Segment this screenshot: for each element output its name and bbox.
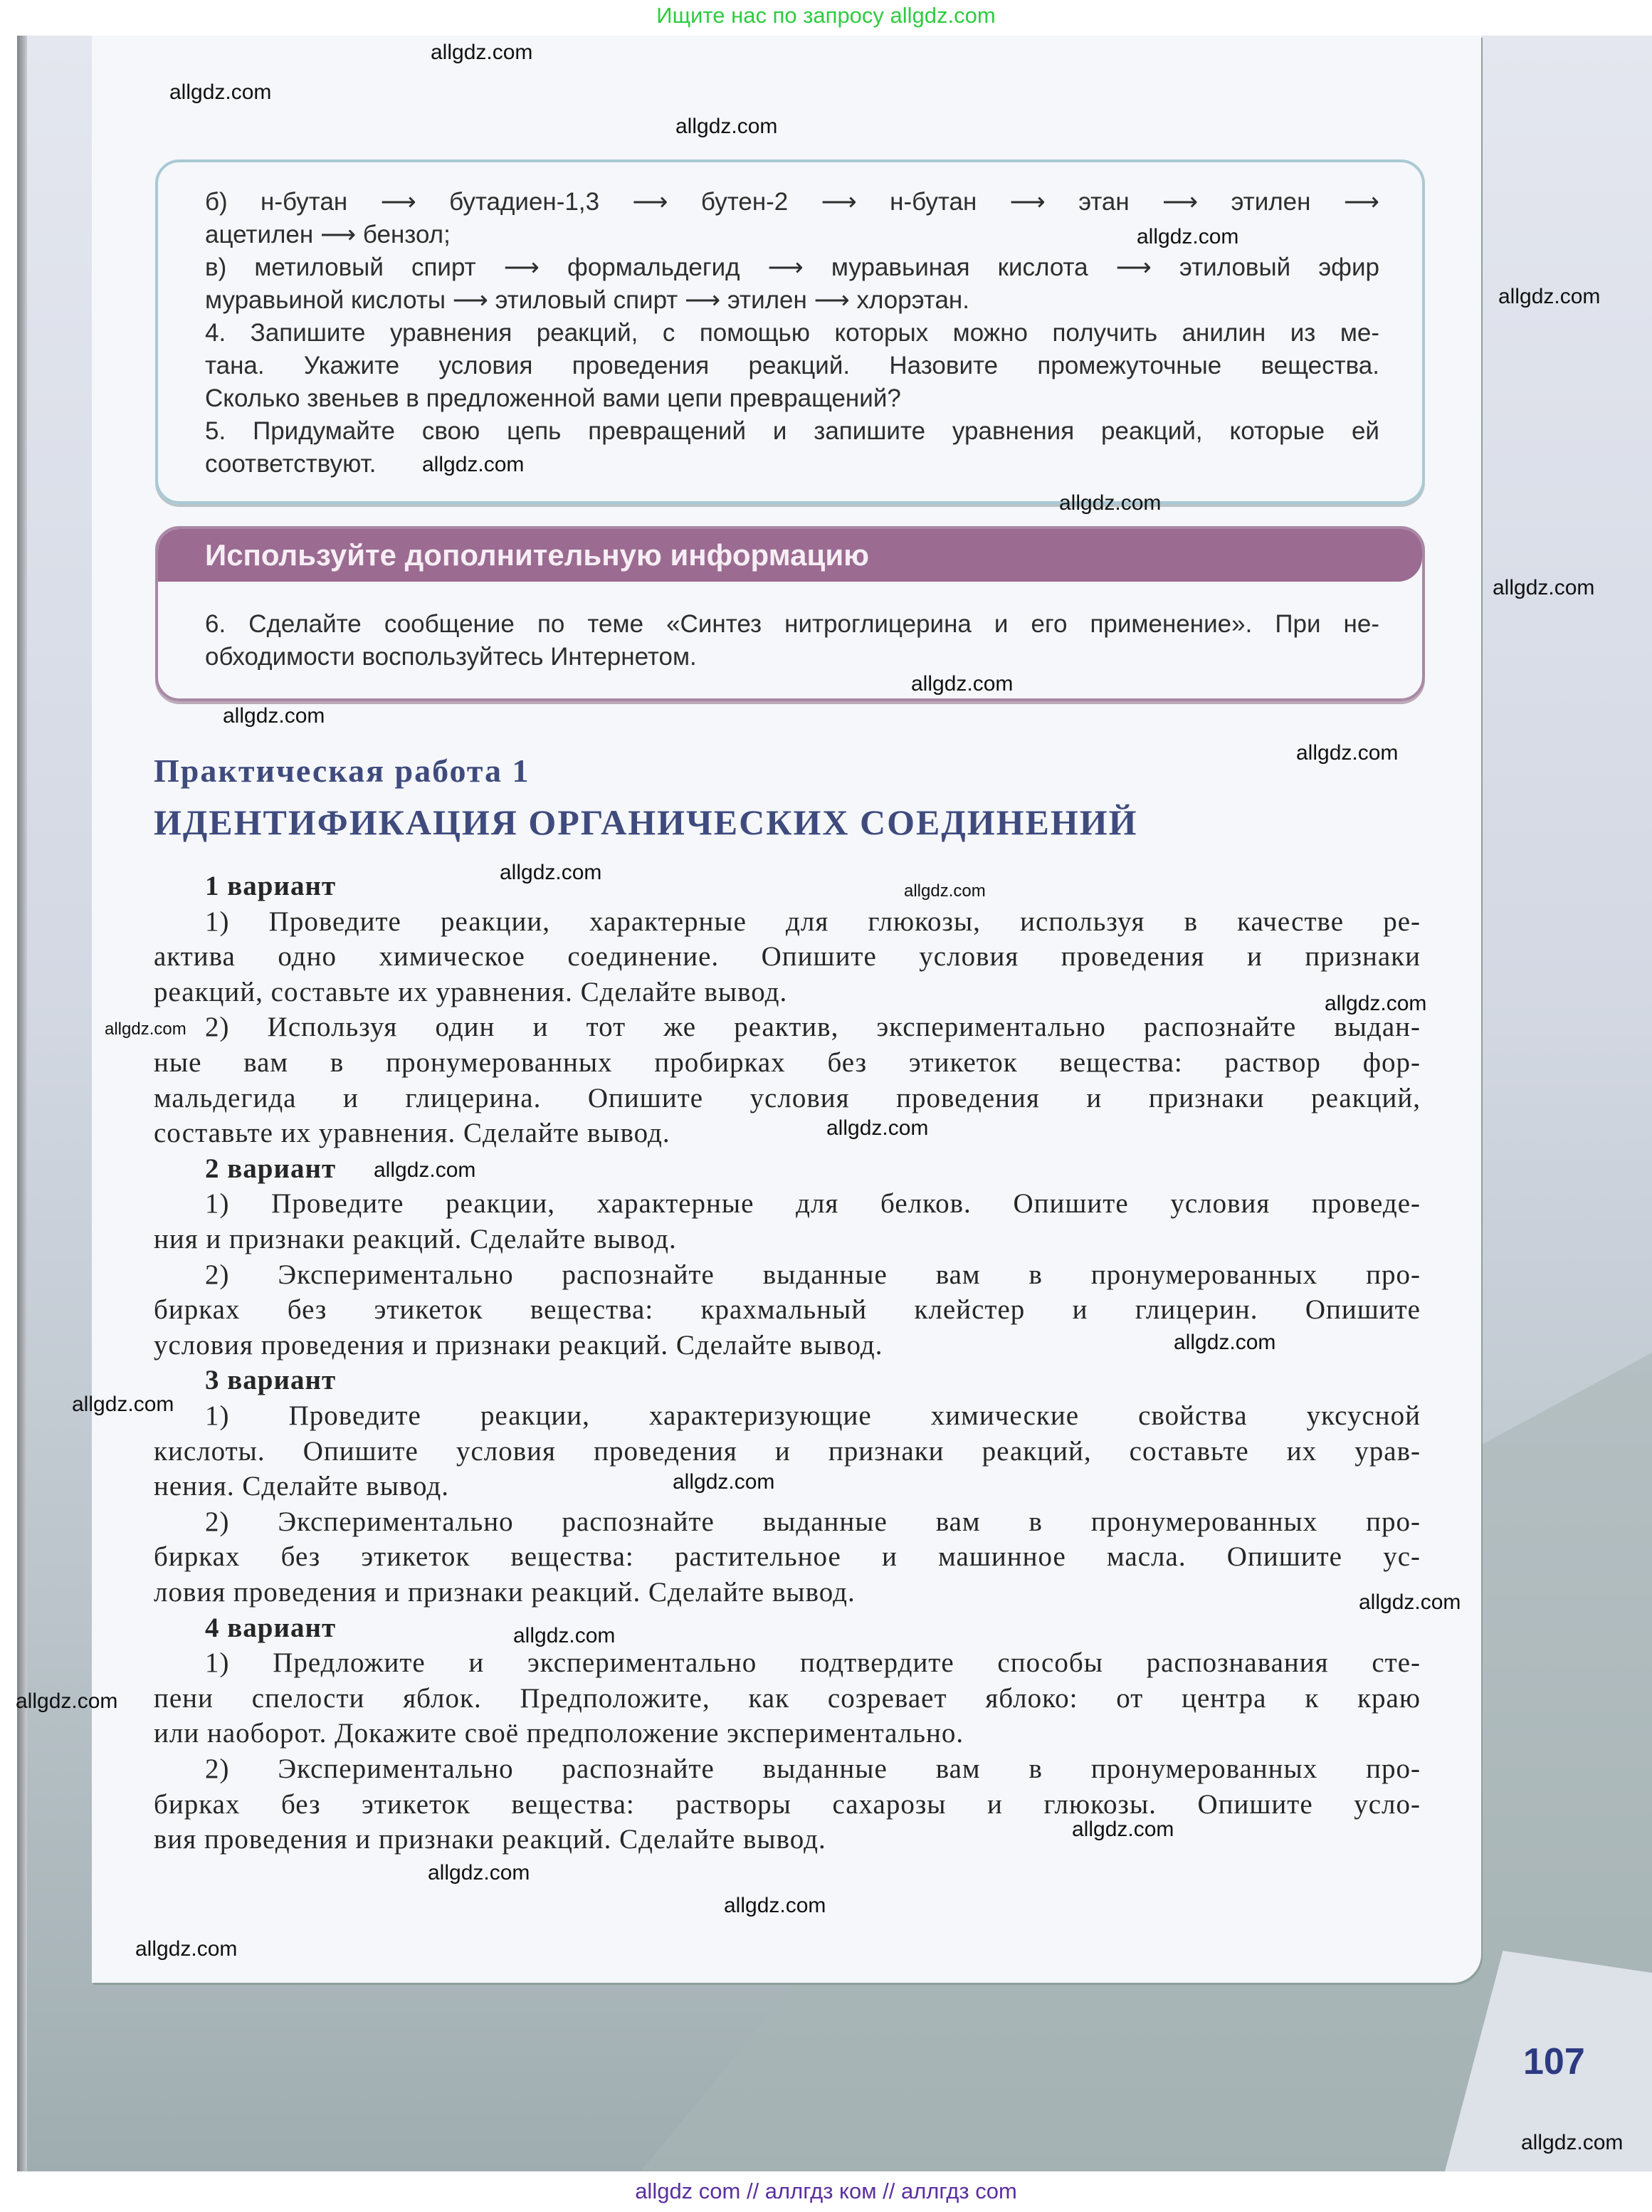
practical-line: 2) Экспериментально распознайте выданные вам в пронумерованных про- bbox=[205, 1754, 1421, 1784]
watermark: allgdz.com bbox=[911, 672, 1014, 696]
variant-heading: 2 вариант bbox=[205, 1153, 337, 1184]
extra-info-title: Используйте дополнительную информацию bbox=[158, 529, 1422, 582]
watermark: allgdz.com bbox=[513, 1624, 616, 1647]
watermark: allgdz.com bbox=[1521, 2131, 1624, 2154]
practical-line: 1) Проведите реакции, характеризующие химические свойства уксусной bbox=[205, 1400, 1421, 1431]
practical-line: актива одно химическое соединение. Опишите условия проведения и признаки bbox=[154, 941, 1421, 973]
task-line: Сколько звеньев в предложенной вами цепи превращений? bbox=[205, 384, 901, 412]
watermark: allgdz.com bbox=[1059, 491, 1162, 515]
watermark: allgdz.com bbox=[673, 1470, 775, 1494]
practical-line: или наоборот. Докажите своё предположение экспериментально. bbox=[154, 1718, 964, 1749]
practical-title: ИДЕНТИФИКАЦИЯ ОРГАНИЧЕСКИХ СОЕДИНЕНИЙ bbox=[154, 802, 1138, 842]
footer-links[interactable]: allgdz com // аллгдз ком // аллгдз com bbox=[635, 2179, 1017, 2203]
practical-line: составьте их уравнения. Сделайте вывод. bbox=[154, 1118, 670, 1149]
watermark: allgdz.com bbox=[675, 115, 778, 138]
watermark: allgdz.com bbox=[135, 1937, 238, 1961]
watermark: allgdz.com bbox=[223, 704, 325, 728]
variant-heading: 1 вариант bbox=[205, 871, 337, 901]
practical-line: ловия проведения и признаки реакций. Сделайте вывод. bbox=[154, 1577, 856, 1608]
practical-line: кислоты. Опишите условия проведения и признаки реакций, составьте их урав- bbox=[154, 1435, 1421, 1467]
watermark: allgdz.com bbox=[374, 1158, 476, 1182]
practical-line: условия проведения и признаки реакций. Сделайте вывод. bbox=[154, 1329, 883, 1361]
page-number: 107 bbox=[1523, 2041, 1585, 2082]
watermark: allgdz.com bbox=[169, 80, 272, 104]
watermark: allgdz.com bbox=[1174, 1331, 1276, 1354]
book-spine bbox=[17, 36, 27, 2171]
practical-line: пени спелости яблок. Предположите, как созревает яблоко: от центра к краю bbox=[154, 1682, 1421, 1714]
watermark: allgdz.com bbox=[1325, 992, 1427, 1015]
practical-line: мальдегида и глицерина. Опишите условия проведения и признаки реакций, bbox=[154, 1082, 1421, 1113]
watermark: allgdz.com bbox=[1493, 576, 1595, 599]
watermark: allgdz.com bbox=[724, 1894, 826, 1917]
practical-line: бирках без этикеток вещества: крахмальный клейстер и глицерин. Опишите bbox=[154, 1294, 1421, 1326]
practical-line: бирках без этикеток вещества: растительное и машинное масла. Опишите ус- bbox=[154, 1541, 1421, 1573]
watermark: allgdz.com bbox=[72, 1393, 174, 1416]
practical-subtitle: Практическая работа 1 bbox=[154, 753, 530, 789]
practical-line: 1) Проведите реакции, характерные для белков. Опишите условия проведе- bbox=[205, 1188, 1421, 1220]
practical-line: вия проведения и признаки реакций. Сделайте вывод. bbox=[154, 1824, 826, 1855]
task-line: тана. Укажите условия проведения реакций. Назовите промежуточные вещества. bbox=[205, 352, 1379, 379]
variant-heading: 3 вариант bbox=[205, 1365, 337, 1396]
watermark: allgdz.com bbox=[826, 1116, 929, 1140]
watermark: allgdz.com bbox=[1296, 741, 1399, 765]
variant-heading: 4 вариант bbox=[205, 1612, 337, 1643]
watermark: allgdz.com bbox=[431, 41, 533, 64]
practical-line: 1) Предложите и экспериментально подтвердите способы распознавания сте- bbox=[205, 1647, 1421, 1679]
task-line: б) н-бутан ⟶ бутадиен-1,3 ⟶ бутен-2 ⟶ н-бутан ⟶ этан ⟶ этилен ⟶ bbox=[205, 188, 1379, 216]
practical-line: 2) Экспериментально распознайте выданные вам в пронумерованных про- bbox=[205, 1506, 1421, 1537]
practical-line: 2) Используя один и тот же реактив, экспериментально распознайте выдан- bbox=[205, 1012, 1421, 1043]
watermark: allgdz.com bbox=[1072, 1818, 1174, 1841]
task-line: 4. Запишите уравнения реакций, с помощью которых можно получить анилин из ме- bbox=[205, 319, 1379, 347]
practical-line: 2) Экспериментально распознайте выданные вам в пронумерованных про- bbox=[205, 1259, 1421, 1290]
watermark: allgdz.com bbox=[422, 453, 525, 476]
practical-line: бирках без этикеток вещества: растворы сахарозы и глюкозы. Опишите усло- bbox=[154, 1788, 1421, 1820]
practical-line: 1) Проведите реакции, характерные для глюкозы, используя в качестве ре- bbox=[205, 906, 1421, 937]
search-banner[interactable]: Ищите нас по запросу allgdz.com bbox=[656, 3, 996, 28]
watermark: allgdz.com bbox=[904, 881, 986, 901]
task-line: в) метиловый спирт ⟶ формальдегид ⟶ муравьиная кислота ⟶ этиловый эфир bbox=[205, 253, 1379, 281]
watermark: allgdz.com bbox=[1137, 225, 1239, 248]
watermark: allgdz.com bbox=[428, 1861, 530, 1885]
task-line: 5. Придумайте свою цепь превращений и запишите уравнения реакций, которые ей bbox=[205, 417, 1379, 445]
practical-line: ные вам в пронумерованных пробирках без этикеток вещества: раствор фор- bbox=[154, 1047, 1421, 1078]
task-line: ацетилен ⟶ бензол; bbox=[205, 221, 451, 248]
watermark: allgdz.com bbox=[500, 861, 602, 884]
extra-line: обходимости воспользуйтесь Интернетом. bbox=[205, 643, 697, 671]
practical-line: реакций, составьте их уравнения. Сделайте вывод. bbox=[154, 976, 788, 1007]
task-line: соответствуют. bbox=[205, 450, 377, 478]
watermark: allgdz.com bbox=[16, 1689, 118, 1713]
watermark: allgdz.com bbox=[105, 1019, 186, 1039]
task-line: муравьиной кислоты ⟶ этиловый спирт ⟶ этилен ⟶ хлорэтан. bbox=[205, 286, 969, 314]
watermark: allgdz.com bbox=[1498, 285, 1601, 308]
watermark: allgdz.com bbox=[1359, 1590, 1461, 1614]
extra-line: 6. Сделайте сообщение по теме «Синтез нитроглицерина и его применение». При не- bbox=[205, 610, 1379, 638]
practical-line: ния и признаки реакций. Сделайте вывод. bbox=[154, 1224, 677, 1254]
practical-line: нения. Сделайте вывод. bbox=[154, 1471, 450, 1502]
